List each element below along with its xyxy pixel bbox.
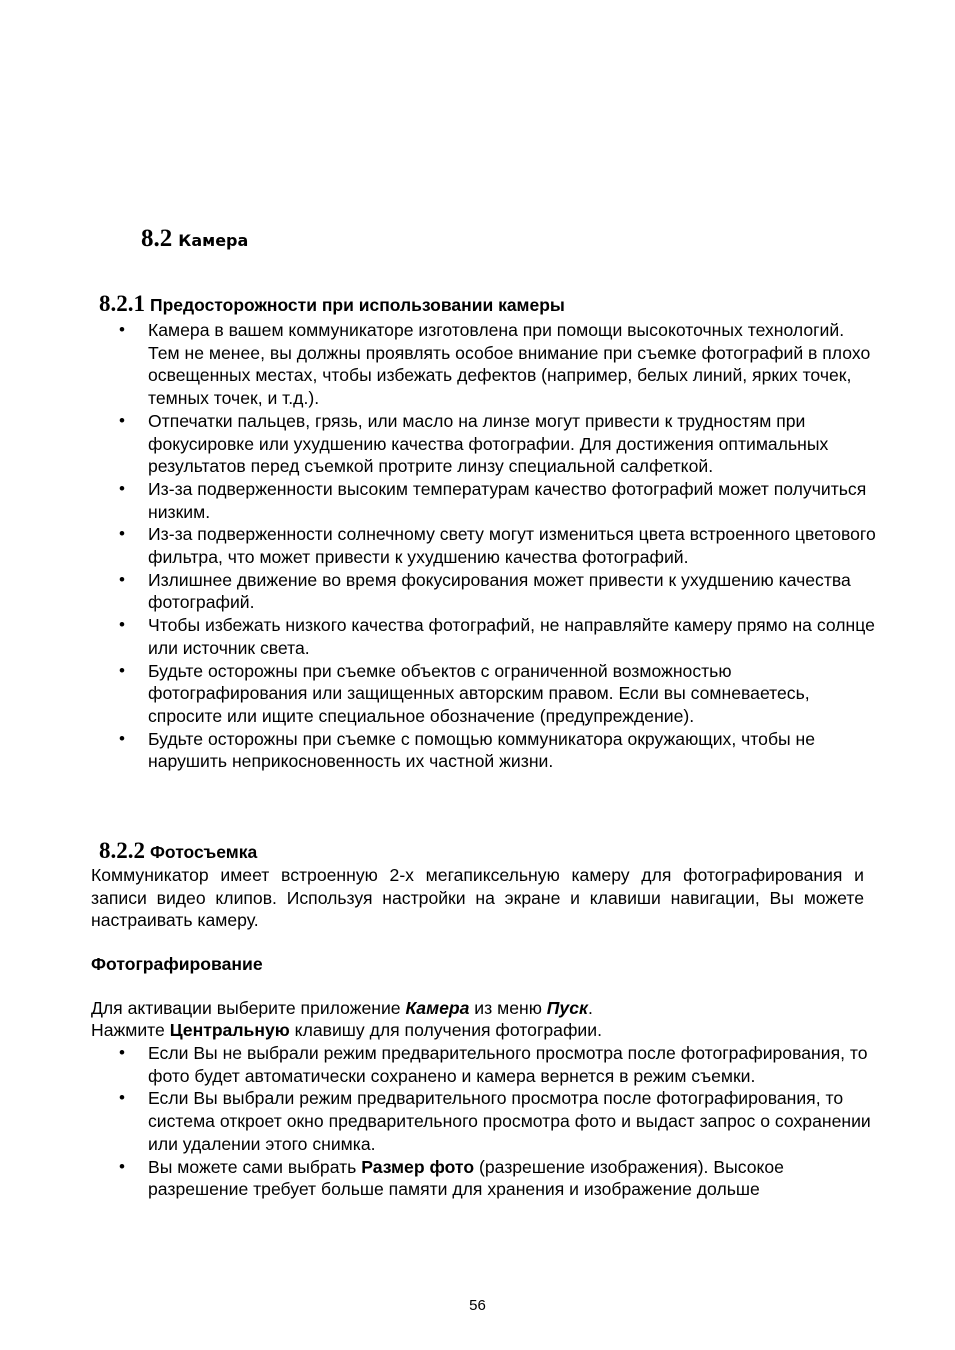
- app-name: Камера: [405, 998, 470, 1018]
- bullet-icon: •: [119, 1088, 125, 1108]
- subsection-number: 8.2.1: [99, 291, 145, 316]
- list-item: • Будьте осторожны при съемке с помощью коммуникатора окружающих, чтобы не нарушить неприкосновенность их частной жизни.: [119, 728, 816, 772]
- section-number: 8.2: [141, 225, 173, 252]
- list-item: • Отпечатки пальцев, грязь, или масло на линзе могут привести к трудностям при фокусировке или ухудшению качества фотографии. Для достижения оптимальных результатов перед съемкой протрите линзу специальной салфеткой.: [119, 410, 829, 477]
- bullet-icon: •: [119, 410, 125, 430]
- list-item: • Если Вы выбрали режим предварительного просмотра после фотографирования, то система откроет окно предварительного просмотра фото и выдаст запрос о сохранении или удалении этого снимка.: [119, 1088, 871, 1154]
- bullet-icon: •: [119, 615, 125, 635]
- list-item: • Будьте осторожны при съемке объектов с ограниченной возможностью фотографирования или защищенных авторским правом. Если вы сомневаетесь, спросите или ищите специальное обозначение (предупреждение).: [119, 660, 810, 726]
- bullet-icon: •: [119, 1156, 125, 1176]
- list-item: • Из-за подверженности высоким температурам качество фотографий может получиться низким.: [119, 478, 867, 522]
- intro-paragraph: Коммуникатор имеет встроенную 2-х мегапиксельную камеру для фотографирования и записи видео клипов. Используя настройки на экране и клавиши навигации, Вы можете настраивать камеру.: [91, 865, 864, 931]
- subsection-title: Предосторожности при использовании камеры: [150, 295, 565, 315]
- bullet-icon: •: [119, 728, 125, 748]
- section-title: Камера: [178, 231, 249, 250]
- page-number: 56: [469, 1297, 486, 1314]
- menu-name: Пуск: [546, 998, 588, 1018]
- subsection-title: Фотосъемка: [150, 842, 258, 862]
- bullet-icon: •: [119, 320, 125, 339]
- list-item: • Камера в вашем коммуникаторе изготовлена при помощи высокоточных технологий. Тем не менее, вы должны проявлять особое внимание при съемке фотографий в плохо освещенных местах, чтобы избежать дефектов (например, белых линий, ярких точек, темных точек, и т.д.).: [119, 320, 871, 409]
- subsection-heading-precautions: [99, 291, 565, 317]
- list-item: • Из-за подверженности солнечному свету могут измениться цвета встроенного цветового фильтра, что может привести к ухудшению качества фотографий.: [119, 524, 876, 568]
- bullet-icon: •: [119, 1043, 125, 1062]
- list-item: • Если Вы не выбрали режим предварительного просмотра после фотографирования, то фото будет автоматически сохранено и камера вернется в режим съемки.: [119, 1043, 868, 1086]
- subsection-heading-photo: [99, 838, 257, 864]
- bullet-icon: •: [119, 569, 125, 589]
- photo-heading: Фотографирование: [91, 954, 263, 974]
- bullet-icon: •: [119, 660, 125, 680]
- bullet-icon: •: [119, 478, 125, 498]
- precautions-list: [119, 319, 878, 773]
- list-item: • Излишнее движение во время фокусирования может привести к ухудшению качества фотографий.: [119, 569, 851, 613]
- photo-list: [119, 1042, 878, 1201]
- subsection-number: 8.2.2: [99, 838, 145, 863]
- section-heading: [141, 225, 248, 253]
- activate-line: Для активации выберите приложение Камера из меню Пуск.: [91, 998, 593, 1018]
- photo-size-term: Размер фото: [361, 1156, 475, 1177]
- list-item: • Чтобы избежать низкого качества фотографий, не направляйте камеру прямо на солнце или источник света.: [119, 615, 875, 658]
- press-line: Нажмите Центральную клавишу для получения фотографии.: [91, 1020, 602, 1040]
- bullet-icon: •: [119, 524, 125, 544]
- list-item: • Вы можете сами выбрать Размер фото (разрешение изображения). Высокое разрешение требует больше памяти для хранения и изображение дольше: [119, 1156, 784, 1200]
- key-name: Центральную: [169, 1020, 290, 1040]
